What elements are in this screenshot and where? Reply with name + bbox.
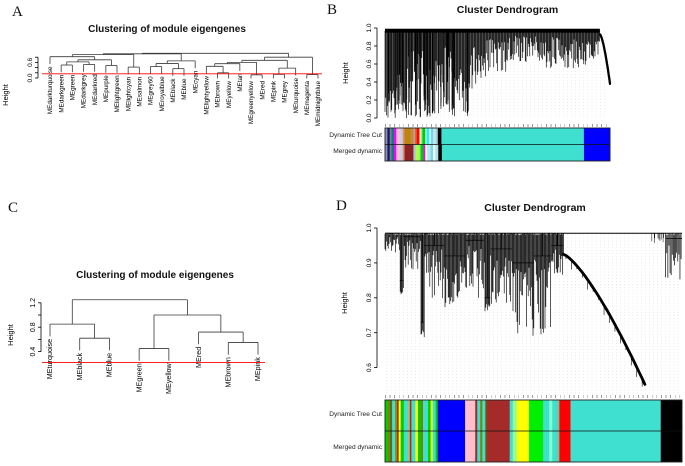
panel-b-bar-label-dynamic: Dynamic Tree Cut	[329, 132, 382, 139]
module-label: MEbrown	[223, 357, 233, 388]
panel-d-bar-label-dynamic: Dynamic Tree Cut	[329, 411, 382, 418]
panel-d-letter: D	[336, 198, 347, 214]
module-label: MEcyan	[192, 70, 200, 94]
module-label: MElightgreen	[114, 75, 122, 113]
module-label: MEgreenyellow	[248, 81, 256, 125]
svg-text:0.4: 0.4	[366, 77, 373, 87]
y-axis-label: Height	[341, 62, 350, 84]
panel-c-letter: C	[8, 200, 19, 216]
right-tail-curve	[600, 34, 610, 84]
panel-d-dendrogram-svg	[335, 195, 685, 466]
module-label: MElightyellow	[203, 76, 211, 115]
module-color-bars	[385, 128, 610, 161]
gene-dendrogram	[385, 233, 682, 386]
svg-text:0.9: 0.9	[366, 258, 373, 268]
module-label: MEsalmon	[136, 76, 144, 107]
module-label: MEgrey60	[147, 76, 155, 106]
module-label: MEturquoise	[292, 77, 300, 114]
y-axis-label: Height	[1, 84, 10, 106]
eigengene-tree	[42, 300, 265, 394]
module-label: MEtan	[237, 73, 245, 92]
panel-b-dendrogram-svg	[335, 0, 685, 195]
module-label: MEmagenta	[304, 81, 312, 115]
svg-text:0.6: 0.6	[27, 57, 34, 67]
module-label: MEred	[193, 346, 203, 368]
module-label: MEpurple	[103, 75, 111, 103]
module-label: MEmidnightblue	[315, 81, 323, 127]
panel-b-letter: B	[327, 2, 338, 18]
svg-text:0.8: 0.8	[30, 322, 37, 333]
svg-text:0.7: 0.7	[366, 328, 373, 338]
panel-b-leaf-rug	[385, 124, 610, 127]
panel-a-dendrogram-svg	[0, 0, 338, 195]
y-axis	[1, 57, 38, 106]
module-label: MEred	[259, 81, 267, 100]
svg-text:0.8: 0.8	[366, 293, 373, 303]
eigengene-tree	[42, 53, 322, 126]
svg-text:0.6: 0.6	[366, 59, 373, 69]
svg-text:1.2: 1.2	[30, 297, 37, 308]
module-label: MEblue	[181, 78, 189, 100]
y-axis	[341, 23, 377, 122]
module-label: MEyellow	[164, 363, 174, 395]
module-label: MEpink	[253, 357, 263, 382]
svg-text:1.0: 1.0	[366, 23, 373, 33]
module-color-bars	[385, 400, 682, 462]
module-label: MEyellow	[225, 81, 233, 108]
svg-text:0.4: 0.4	[30, 346, 37, 357]
module-label: MEblack	[170, 78, 178, 103]
y-axis-label: Height	[6, 324, 15, 346]
panel-b-bar-label-merged: Merged dynamic	[333, 148, 382, 155]
module-label: MEdarkred	[91, 74, 99, 106]
y-axis-label: Height	[340, 292, 349, 314]
module-label: MEroyalblue	[158, 76, 166, 112]
panel-a-letter: A	[12, 4, 23, 20]
module-label: MEblue	[104, 352, 114, 378]
module-label: MEdarkgreen	[58, 74, 66, 113]
module-label: MEdarkgrey	[80, 74, 88, 109]
panel-c-title: Clustering of module eigengenes	[76, 270, 234, 281]
module-label: MEgreen	[134, 363, 144, 393]
panel-d-bar-label-merged: Merged dynamic	[333, 444, 382, 451]
svg-text:0.6: 0.6	[366, 363, 373, 373]
panel-d-title: Cluster Dendrogram	[484, 202, 586, 214]
svg-text:0.2: 0.2	[366, 95, 373, 105]
module-label: MEpink	[270, 81, 278, 103]
panel-b-title: Cluster Dendrogram	[456, 4, 559, 16]
svg-text:0.0: 0.0	[366, 113, 373, 123]
svg-text:1.0: 1.0	[366, 223, 373, 233]
module-label: MEturquoise	[45, 338, 55, 380]
panel-d-leaf-rug	[385, 395, 682, 398]
module-label: MEdarkturquoise	[47, 66, 55, 115]
module-label: MEbrown	[214, 81, 222, 108]
y-axis	[6, 298, 41, 357]
panel-a-title: Clustering of module eigengenes	[88, 24, 246, 35]
module-label: MElightcyan	[125, 76, 133, 112]
module-label: MEgrey	[281, 81, 289, 103]
svg-text:0.0: 0.0	[27, 73, 34, 83]
y-axis	[340, 223, 377, 372]
svg-text:0.8: 0.8	[366, 41, 373, 51]
module-label: MEblack	[74, 352, 84, 381]
gene-dendrogram	[385, 29, 610, 118]
module-label: MEgreen	[69, 74, 77, 101]
panel-c-dendrogram-svg	[0, 195, 335, 466]
